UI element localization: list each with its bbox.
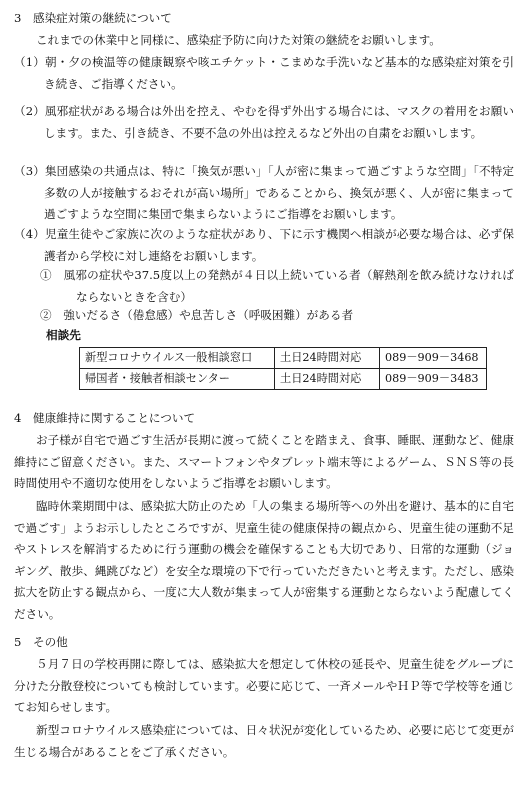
- contact-phone: 089－909－3483: [380, 369, 487, 390]
- contact-hours: 土日24時間対応: [275, 369, 380, 390]
- section-4-paragraph-1: お子様が自宅で過ごす生活が長期に渡って続くことを踏まえ、食事、睡眠、運動など、健康維持にご留意ください。また、スマートフォンやタブレット端末等によるゲーム、ＳＮＳ等の長時間使用や不適切な使用をしないようご指導をお願いします。: [14, 433, 514, 491]
- contact-name: 新型コロナウイルス一般相談窓口: [80, 348, 275, 369]
- section-3-item-3: （3）集団感染の共通点は、特に「換気が悪い」「人が密に集まって過ごすような空間」「不特定多数の人が接触するおそれが高い場所」であることから、換気が悪く、人が密に集まって過ごすような空間に集団で集まらないようにご指導をお願いします。: [14, 164, 514, 222]
- contact-hours: 土日24時間対応: [275, 348, 380, 369]
- section-5-heading: 5 その他: [14, 635, 68, 649]
- section-3-item-2: （2）風邪症状がある場合は外出を控え、やむを得ず外出する場合には、マスクの着用をお願いします。また、引き続き、不要不急の外出は控えるなど外出の自粛をお願いします。: [14, 104, 514, 140]
- contact-phone: 089－909－3468: [380, 348, 487, 369]
- table-row: [80, 348, 487, 369]
- section-3-heading: 3 感染症対策の継続について: [14, 11, 172, 25]
- section-3-item-1: （1）朝・夕の検温等の健康観察や咳エチケット・こまめな手洗いなど基本的な感染症対策を引き続き、ご指導ください。: [14, 55, 514, 91]
- contact-name: 帰国者・接触者相談センター: [80, 369, 275, 390]
- section-3-intro: これまでの休業中と同様に、感染症予防に向けた対策の継続をお願いします。: [36, 33, 441, 47]
- symptom-item-1: ① 風邪の症状や37.5度以上の発熱が４日以上続いている者（解熱剤を飲み続けなければならないときを含む）: [40, 268, 514, 304]
- section-4-heading: 4 健康維持に関することについて: [14, 411, 196, 425]
- section-5-paragraph-1: ５月７日の学校再開に際しては、感染拡大を想定して休校の延長や、児童生徒をグループに分けた分散登校についても検討しています。必要に応じて、一斉メールやＨＰ等で学校等を通じてお知らせします。: [14, 657, 514, 715]
- section-5-paragraph-2: 新型コロナウイルス感染症については、日々状況が変化しているため、必要に応じて変更が生じる場合があることをご了承ください。: [14, 723, 514, 759]
- contacts-table: [79, 347, 487, 390]
- consult-title: 相談先: [46, 328, 81, 342]
- symptom-item-2: ② 強いだるさ（倦怠感）や息苦しさ（呼吸困難）がある者: [40, 308, 354, 322]
- table-row: [80, 369, 487, 390]
- section-4-paragraph-2: 臨時休業期間中は、感染拡大防止のため「人の集まる場所等への外出を避け、基本的に自宅で過ごす」ようお示ししたところですが、児童生徒の健康保持の観点から、児童生徒の運動不足やストレスを解消するために行う運動の機会を確保することも大切であり、日常的な運動（ジョギング、散歩、縄跳びなど）を安全な環境の下で行っていただきたいと考えます。ただし、感染拡大を防止する観点から、一度に大人数が集まって人が密集する運動とならないよう配慮してください。: [14, 499, 514, 621]
- section-3-item-4: （4）児童生徒やご家族に次のような症状があり、下に示す機関へ相談が必要な場合は、必ず保護者から学校に対し連絡をお願いします。: [14, 227, 514, 263]
